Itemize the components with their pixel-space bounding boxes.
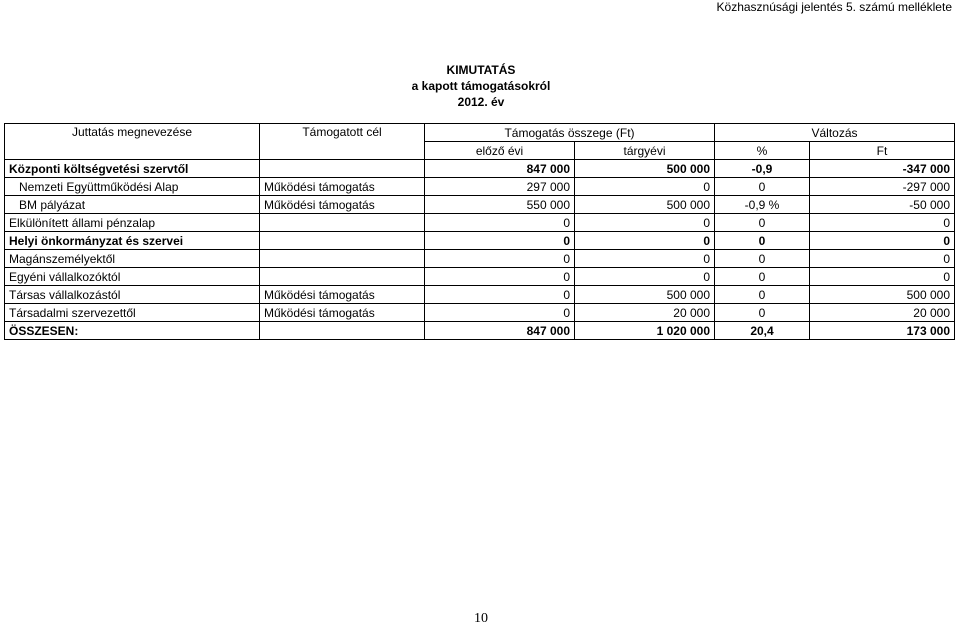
row-current: 0 — [575, 250, 715, 268]
row-ft: 0 — [810, 232, 955, 250]
row-ft: 0 — [810, 250, 955, 268]
table-row — [5, 232, 955, 250]
row-current: 0 — [575, 232, 715, 250]
title-line-3: 2012. év — [457, 95, 505, 109]
row-pct: 0 — [715, 268, 810, 286]
row-pct: 20,4 — [715, 322, 810, 340]
row-current: 0 — [575, 214, 715, 232]
row-ft: 0 — [810, 268, 955, 286]
row-ft: 500 000 — [810, 286, 955, 304]
row-pct: 0 — [715, 178, 810, 196]
row-prev: 0 — [425, 250, 575, 268]
row-name: Egyéni vállalkozóktól — [5, 268, 260, 286]
table-row — [5, 250, 955, 268]
row-purpose: Működési támogatás — [260, 196, 425, 214]
table-row — [5, 268, 955, 286]
row-purpose — [260, 250, 425, 268]
row-current: 0 — [575, 178, 715, 196]
row-prev: 0 — [425, 214, 575, 232]
row-current: 0 — [575, 268, 715, 286]
row-name: Társas vállalkozástól — [5, 286, 260, 304]
row-prev: 550 000 — [425, 196, 575, 214]
table-row — [5, 286, 955, 304]
row-ft: 173 000 — [810, 322, 955, 340]
row-name: BM pályázat — [5, 196, 260, 214]
row-purpose: Működési támogatás — [260, 178, 425, 196]
table-row — [5, 304, 955, 322]
row-purpose — [260, 160, 425, 178]
header-amount: Támogatás összege (Ft) — [425, 124, 715, 142]
page-number: 10 — [474, 611, 488, 626]
row-current: 500 000 — [575, 286, 715, 304]
header-current: tárgyévi — [575, 142, 715, 160]
row-name: Elkülönített állami pénzalap — [5, 214, 260, 232]
title-line-1: KIMUTATÁS — [446, 63, 516, 77]
table-row — [5, 196, 955, 214]
row-prev: 0 — [425, 232, 575, 250]
row-name: Nemzeti Együttműködési Alap — [5, 178, 260, 196]
row-purpose — [260, 232, 425, 250]
row-prev: 847 000 — [425, 160, 575, 178]
header-purpose: Támogatott cél — [260, 124, 425, 160]
row-purpose: Működési támogatás — [260, 304, 425, 322]
row-prev: 0 — [425, 304, 575, 322]
header-name: Juttatás megnevezése — [5, 124, 260, 160]
table-row — [5, 160, 955, 178]
row-purpose — [260, 214, 425, 232]
row-prev: 297 000 — [425, 178, 575, 196]
row-ft: -347 000 — [810, 160, 955, 178]
row-ft: -50 000 — [810, 196, 955, 214]
header-change: Változás — [715, 124, 955, 142]
row-name: Társadalmi szervezettől — [5, 304, 260, 322]
row-current: 500 000 — [575, 160, 715, 178]
header-prev: előző évi — [425, 142, 575, 160]
document-header-note: Közhasznúsági jelentés 5. számú melléklete — [716, 0, 952, 14]
table-total-row — [5, 322, 955, 340]
row-current: 1 020 000 — [575, 322, 715, 340]
row-pct: 0 — [715, 214, 810, 232]
row-pct: 0 — [715, 304, 810, 322]
row-pct: 0 — [715, 286, 810, 304]
table-header-row — [5, 124, 955, 142]
row-prev: 0 — [425, 286, 575, 304]
row-name: Helyi önkormányzat és szervei — [5, 232, 260, 250]
row-name: ÖSSZESEN: — [5, 322, 260, 340]
row-name: Magánszemélyektől — [5, 250, 260, 268]
row-pct: -0,9 % — [715, 196, 810, 214]
support-table — [4, 123, 955, 340]
row-name: Központi költségvetési szervtől — [5, 160, 260, 178]
row-prev: 847 000 — [425, 322, 575, 340]
row-current: 500 000 — [575, 196, 715, 214]
row-ft: 0 — [810, 214, 955, 232]
row-pct: 0 — [715, 232, 810, 250]
table-row — [5, 214, 955, 232]
row-pct: 0 — [715, 250, 810, 268]
row-current: 20 000 — [575, 304, 715, 322]
header-pct: % — [715, 142, 810, 160]
row-prev: 0 — [425, 268, 575, 286]
row-purpose — [260, 322, 425, 340]
title-line-2: a kapott támogatásokról — [411, 79, 551, 93]
table-row — [5, 178, 955, 196]
row-ft: 20 000 — [810, 304, 955, 322]
report-title — [0, 62, 960, 110]
row-purpose — [260, 268, 425, 286]
header-ft: Ft — [810, 142, 955, 160]
row-pct: -0,9 — [715, 160, 810, 178]
row-purpose: Működési támogatás — [260, 286, 425, 304]
row-ft: -297 000 — [810, 178, 955, 196]
